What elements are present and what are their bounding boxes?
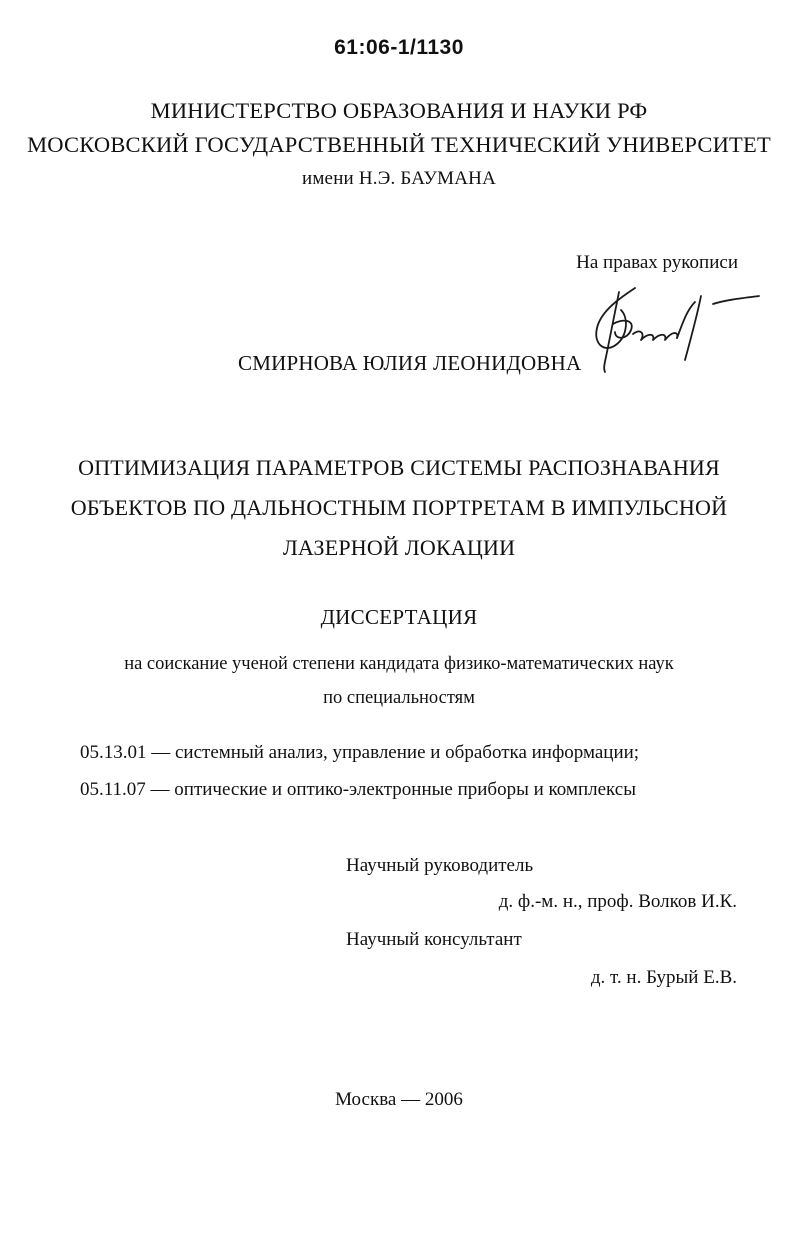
- author-name: СМИРНОВА ЮЛИЯ ЛЕОНИДОВНА: [238, 351, 582, 375]
- university-name: МОСКОВСКИЙ ГОСУДАРСТВЕННЫЙ ТЕХНИЧЕСКИЙ УНИВЕРСИТЕТ: [27, 132, 771, 157]
- title-line-3: ЛАЗЕРНОЙ ЛОКАЦИИ: [282, 535, 516, 560]
- dissertation-heading: ДИССЕРТАЦИЯ: [320, 605, 478, 629]
- ministry-name: МИНИСТЕРСТВО ОБРАЗОВАНИЯ И НАУКИ РФ: [150, 98, 648, 123]
- degree-line-1: на соискание ученой степени кандидата физико-математических наук: [124, 654, 674, 674]
- manuscript-rights-note: На правах рукописи: [576, 252, 738, 273]
- consultant-label: Научный консультант: [346, 929, 522, 950]
- consultant-name: д. т. н. Бурый Е.В.: [590, 967, 737, 988]
- degree-line-2: по специальностям: [323, 688, 475, 708]
- degree-description: [0, 647, 798, 715]
- supervisor-name: д. ф.-м. н., проф. Волков И.К.: [498, 891, 737, 912]
- specialty-item: 05.11.07 — оптические и оптико-электронные приборы и комплексы: [80, 779, 636, 800]
- title-line-1: ОПТИМИЗАЦИЯ ПАРАМЕТРОВ СИСТЕМЫ РАСПОЗНАВАНИЯ: [78, 455, 720, 480]
- specialty-item: 05.13.01 — системный анализ, управление и обработка информации;: [80, 742, 640, 763]
- title-line-2: ОБЪЕКТОВ ПО ДАЛЬНОСТНЫМ ПОРТРЕТАМ В ИМПУЛЬСНОЙ: [70, 495, 728, 520]
- university-named-after: имени Н.Э. БАУМАНА: [301, 168, 497, 189]
- supervisor-label: Научный руководитель: [346, 855, 534, 876]
- handwritten-signature: [583, 282, 763, 378]
- document-code: 61:06-1/1130: [334, 36, 464, 59]
- city-year: Москва — 2006: [335, 1089, 463, 1110]
- institution-block: [0, 94, 798, 196]
- dissertation-title: [0, 448, 798, 568]
